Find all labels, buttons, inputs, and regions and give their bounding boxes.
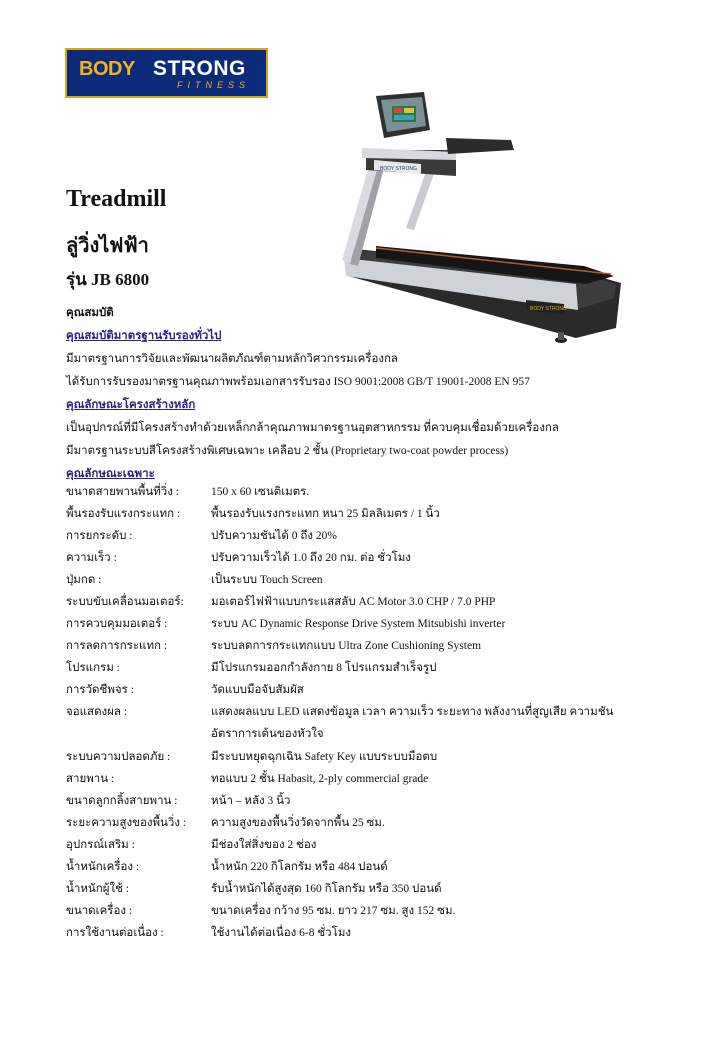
structure-line: เป็นอุปกรณ์ที่มีโครงสร้างทำด้วยเหล็กกล้าคุณภาพมาตรฐานอุตสาหกรรม ที่ควบคุมเชื่อมด้วยเครื่องกล [66, 422, 559, 434]
svg-text:BODY STRONG: BODY STRONG [530, 306, 567, 312]
features-heading: คุณสมบัติ [66, 307, 114, 319]
spec-value: ทอแบบ 2 ชั้น Habasit, 2-ply commercial grade [211, 773, 429, 785]
spec-value: หน้า – หลัง 3 นิ้ว [211, 795, 291, 807]
spec-label: ขนาดสายพานพื้นที่วิ่ง : [66, 486, 179, 498]
spec-label: การยกระดับ : [66, 530, 133, 542]
spec-value: มีระบบหยุดฉุกเฉิน Safety Key แบบระบบมือตบ [211, 751, 438, 763]
spec-label: การลดการกระแทก : [66, 640, 168, 652]
spec-label: การควบคุมมอเตอร์ : [66, 618, 168, 630]
spec-row [66, 925, 686, 947]
spec-value: เป็นระบบ Touch Screen [211, 574, 323, 586]
logo-fitness-text: FITNESS [177, 80, 251, 90]
spec-value: ใช้งานได้ต่อเนื่อง 6-8 ชั่วโมง [211, 927, 352, 939]
product-subtitle: ลู่วิ่งไฟฟ้า [66, 233, 149, 257]
spec-label: ระยะความสูงของพื้นวิ่ง : [66, 817, 187, 829]
spec-value: แสดงผลแบบ LED แสดงข้อมูล เวลา ความเร็ว ระยะทาง พลังงานที่สูญเสีย ความชัน อัตราการเต้นของหัวใจ [211, 706, 614, 740]
standard-heading: คุณสมบัติมาตรฐานรับรองทั่วไป [66, 330, 222, 342]
spec-value: มอเตอร์ไฟฟ้าแบบกระแสสลับ AC Motor 3.0 CHP / 7.0 PHP [211, 596, 496, 608]
spec-value: น้ำหนัก 220 กิโลกรัม หรือ 484 ปอนด์ [211, 861, 388, 873]
spec-value: ขนาดเครื่อง กว้าง 95 ซม. ยาว 217 ซม. สูง 152 ซม. [211, 905, 456, 917]
spec-value: ปรับความชันได้ 0 ถึง 20% [211, 530, 337, 542]
standard-line: ได้รับการรับรองมาตรฐานคุณภาพพร้อมเอกสารรับรอง ISO 9001:2008 GB/T 19001-2008 EN 957 [66, 376, 530, 388]
spec-label: พื้นรองรับแรงกระแทก : [66, 508, 181, 520]
spec-value: 150 x 60 เซนติเมตร. [211, 486, 310, 498]
spec-label: ความเร็ว : [66, 552, 117, 564]
spec-value: ปรับความเร็วได้ 1.0 ถึง 20 กม. ต่อ ชั่วโมง [211, 552, 411, 564]
spec-value: ระบบลดการกระแทกแบบ Ultra Zone Cushioning System [211, 640, 482, 652]
product-model: รุ่น JB 6800 [66, 270, 150, 289]
spec-value: พื้นรองรับแรงกระแทก หนา 25 มิลลิเมตร / 1 นิ้ว [211, 508, 440, 520]
spec-label: จอแสดงผล : [66, 706, 128, 718]
spec-label: สายพาน : [66, 773, 115, 785]
spec-label: น้ำหนักเครื่อง : [66, 861, 140, 873]
spec-label: ระบบขับเคลื่อนมอเตอร์: [66, 596, 184, 608]
spec-value: รับน้ำหนักได้สูงสุด 160 กิโลกรัม หรือ 350 ปอนด์ [211, 883, 442, 895]
spec-value: มีโปรแกรมออกกำลังกาย 8 โปรแกรมสำเร็จรูป [211, 662, 437, 674]
spec-list [66, 484, 686, 947]
spec-row [66, 704, 686, 749]
svg-text:BODY STRONG: BODY STRONG [380, 166, 417, 172]
spec-label: การใช้งานต่อเนื่อง : [66, 927, 164, 939]
spec-label: ระบบความปลอดภัย : [66, 751, 171, 763]
product-title: Treadmill [66, 186, 167, 212]
structure-line: มีมาตรฐานระบบสีโครงสร้างพิเศษเฉพาะ เคลือบ 2 ชั้น (Proprietary two-coat powder process) [66, 445, 509, 457]
spec-label: ขนาดลูกกลิ้งสายพาน : [66, 795, 178, 807]
spec-label: ขนาดเครื่อง : [66, 905, 133, 917]
spec-value: มีช่องใส่สิ่งของ 2 ช่อง [211, 839, 317, 851]
spec-label: อุปกรณ์เสริม : [66, 839, 135, 851]
features-section [66, 305, 686, 489]
structure-heading: คุณลักษณะโครงสร้างหลัก [66, 399, 196, 411]
logo-strong-text: STRONG [153, 57, 246, 80]
spec-value: ความสูงของพื้นวิ่งวัดจากพื้น 25 ซม. [211, 817, 385, 829]
spec-label: น้ำหนักผู้ใช้ : [66, 883, 129, 895]
spec-value: ระบบ AC Dynamic Response Drive System Mitsubishi inverter [211, 618, 506, 630]
brand-logo [65, 48, 268, 98]
spec-label: ปุ่มกด : [66, 574, 102, 586]
spec-value: วัดแบบมือจับสัมผัส [211, 684, 304, 696]
specific-heading: คุณลักษณะเฉพาะ [66, 468, 155, 480]
spec-label: การวัดชีพจร : [66, 684, 134, 696]
spec-label: โปรแกรม : [66, 662, 120, 674]
standard-line: มีมาตรฐานการวิจัยและพัฒนาผลิตภัณฑ์ตามหลักวิศวกรรมเครื่องกล [66, 353, 398, 365]
logo-body-text: BODY [79, 58, 135, 80]
